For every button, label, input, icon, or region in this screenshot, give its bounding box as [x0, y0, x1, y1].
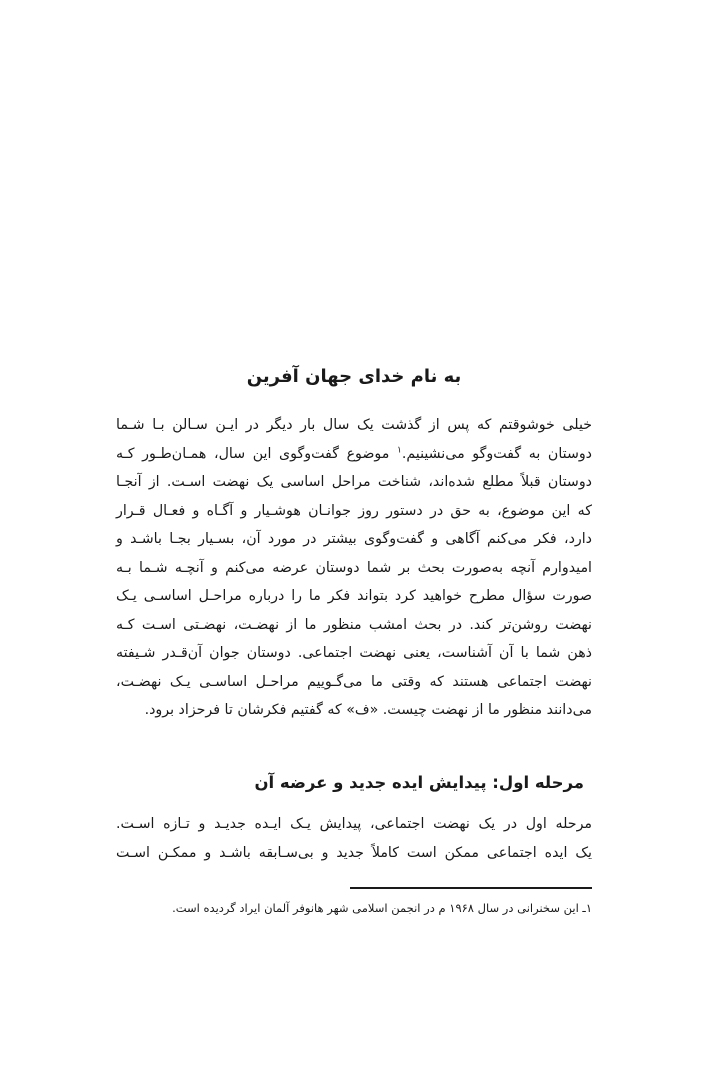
text-line: که این موضوع، به حق در دستور روز جوانـان هوشـیار و آگـاه و فعـال قـرار: [116, 502, 592, 519]
footnote: ۱ـ این سخنرانی در سال ۱۹۶۸ م در انجمن اسلامی شهر هانوفر آلمان ایراد گردیده است.: [172, 901, 592, 915]
text-line-last: می‌دانند منظور ما از نهضت چیست. «ف» که گفتیم فکرشان تا فرحزاد برود.: [144, 702, 592, 718]
text-line: ذهن شما با آن آشناست، یعنی نهضت اجتماعی. دوستان جوان آن‌قـدر شـیفته: [116, 645, 592, 661]
page-title: به نام خدای جهان آفرین: [246, 366, 462, 387]
text-line: مرحله اول در یک نهضت اجتماعی، پیدایش یـک ایـده جدیـد و تـازه اسـت.: [116, 816, 592, 832]
text-line-part: موضوع گفت‌وگوی این سال، همـان‌طـور کـه: [116, 445, 390, 462]
text-line: دوستان قبلاً مطلع شده‌اند، شناخت مراحل اساسی یک نهضت اسـت. از آنجـا: [116, 474, 592, 490]
text-line: یک ایده اجتماعی ممکن است کاملاً جدید و بی‌سـابقه باشـد و ممکـن اسـت: [116, 844, 592, 861]
text-line-part: دوستان به گفت‌وگو می‌نشینیم.: [401, 445, 592, 462]
text-line-with-footnote: [116, 440, 592, 469]
text-line: نهضت روشن‌تر کند. در بحث امشب منظور ما از نهضـت، نهضـتی اسـت کـه: [116, 616, 592, 633]
section-heading: مرحله اول: پیدایش ایده جدید و عرضه آن: [254, 773, 584, 792]
footnote-divider: [350, 887, 592, 889]
paragraph-intro: [116, 411, 592, 725]
text-line: نهضت اجتماعی هستند که وقتی ما می‌گـوییم مراحـل اساسـی یـک نهضـت،: [116, 673, 592, 690]
text-line: دارد، فکر می‌کنم آگاهی و گفت‌وگوی بیشتر در مورد آن، بسـیار بجـا باشـد و: [116, 531, 592, 547]
text-line: صورت سؤال مطرح خواهید کرد بتواند فکر ما را درباره مراحـل اساسـی یـک: [116, 588, 592, 604]
text-line: امیدوارم آنچه به‌صورت بحث بر شما دوستان عرضه می‌کنم و آنچـه شـما بـه: [116, 559, 592, 576]
footnote-marker: ۱: [397, 444, 402, 455]
paragraph-stage-one: [116, 810, 592, 867]
text-line: خیلی خوشوقتم که پس از گذشت یک سال بار دیگر در ایـن سـالن بـا شـما: [116, 417, 592, 433]
